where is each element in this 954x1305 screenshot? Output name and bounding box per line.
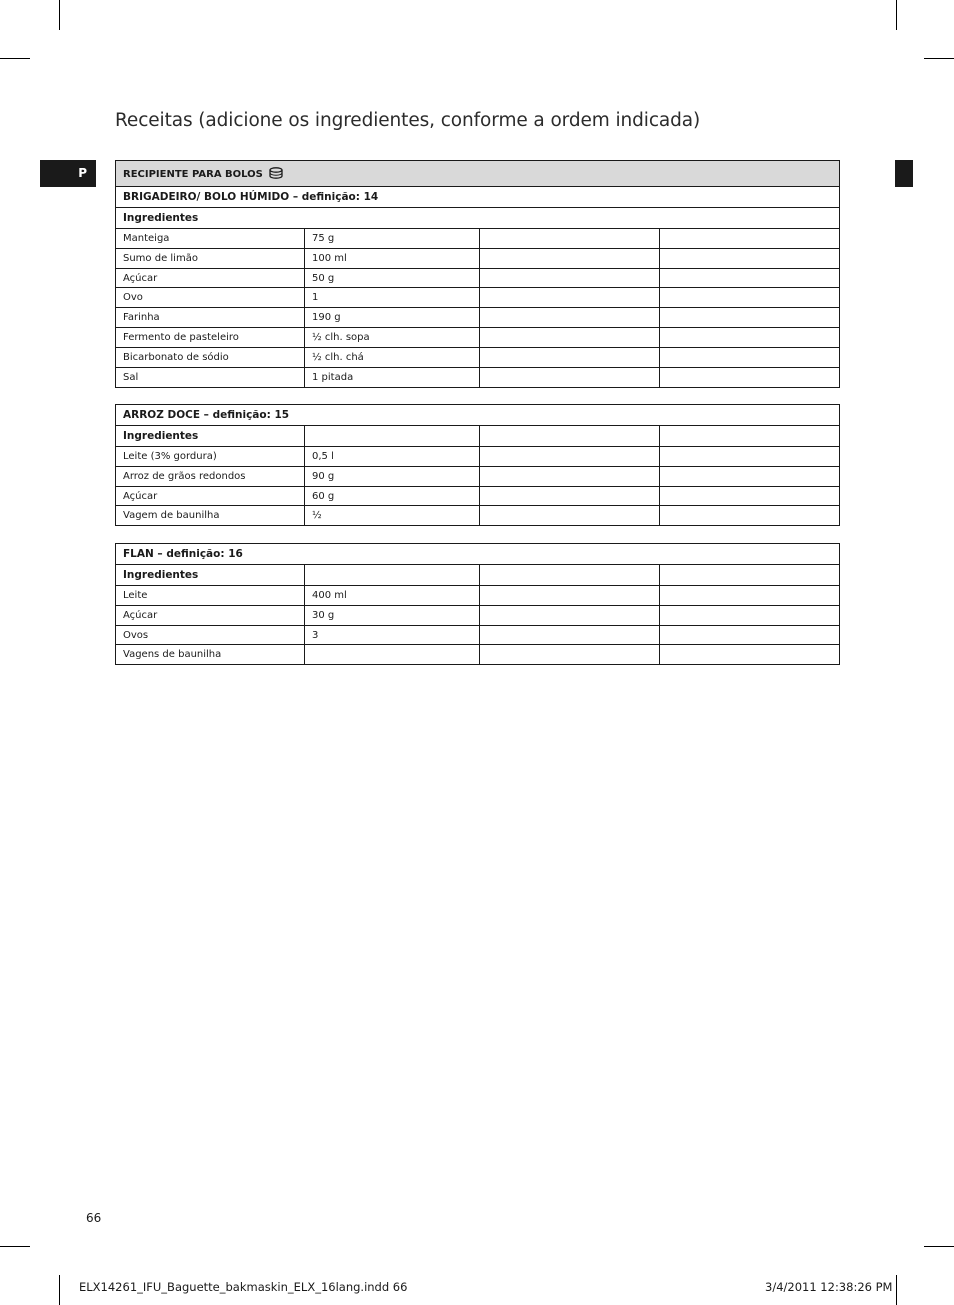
ingredient-name: Ovo	[116, 288, 305, 308]
crop-mark	[0, 58, 30, 59]
table-row	[116, 228, 840, 248]
empty-cell	[480, 328, 660, 348]
empty-cell	[480, 466, 660, 486]
empty-cell	[305, 425, 480, 446]
empty-cell	[480, 288, 660, 308]
empty-cell	[660, 486, 840, 506]
empty-cell	[480, 486, 660, 506]
recipe-table-brigadeiro	[115, 160, 840, 388]
ingredient-name: Fermento de pasteleiro	[116, 328, 305, 348]
recipe-table-arroz-doce	[115, 404, 840, 526]
crop-mark	[59, 0, 60, 30]
ingredient-name: Açúcar	[116, 605, 305, 625]
empty-cell	[660, 625, 840, 645]
ingredient-amount: 400 ml	[305, 585, 480, 605]
table-row	[116, 348, 840, 368]
ingredient-amount: 60 g	[305, 486, 480, 506]
table-row	[116, 328, 840, 348]
ingredient-name: Vagens de baunilha	[116, 645, 305, 665]
table-row	[116, 268, 840, 288]
table-row	[116, 506, 840, 526]
page-number: 66	[86, 1211, 102, 1225]
empty-cell	[480, 348, 660, 368]
recipe-title: ARROZ DOCE – definição: 15	[116, 405, 840, 426]
table-row	[116, 288, 840, 308]
empty-cell	[480, 625, 660, 645]
table-row	[116, 368, 840, 388]
container-header	[116, 161, 840, 187]
empty-cell	[660, 328, 840, 348]
empty-cell	[660, 268, 840, 288]
empty-cell	[480, 248, 660, 268]
table-row	[116, 486, 840, 506]
empty-cell	[660, 446, 840, 466]
ingredient-name: Açúcar	[116, 268, 305, 288]
empty-cell	[480, 228, 660, 248]
table-row	[116, 446, 840, 466]
empty-cell	[480, 564, 660, 585]
empty-cell	[660, 288, 840, 308]
table-row	[116, 645, 840, 665]
page-title: Receitas (adicione os ingredientes, conforme a ordem indicada)	[115, 110, 701, 131]
ingredient-name: Ovos	[116, 625, 305, 645]
ingredient-amount: ½ clh. chá	[305, 348, 480, 368]
empty-cell	[660, 466, 840, 486]
empty-cell	[660, 564, 840, 585]
empty-cell	[480, 605, 660, 625]
table-row	[116, 466, 840, 486]
crop-mark	[0, 1246, 30, 1247]
ingredient-amount: 3	[305, 625, 480, 645]
empty-cell	[660, 506, 840, 526]
empty-cell	[480, 368, 660, 388]
table-row	[116, 248, 840, 268]
ingredient-name: Arroz de grãos redondos	[116, 466, 305, 486]
ingredients-label: Ingredientes	[116, 564, 305, 585]
crop-mark	[924, 58, 954, 59]
empty-cell	[660, 228, 840, 248]
empty-cell	[660, 248, 840, 268]
ingredient-name: Bicarbonato de sódio	[116, 348, 305, 368]
empty-cell	[480, 268, 660, 288]
ingredient-amount: 100 ml	[305, 248, 480, 268]
recipe-title-row	[116, 544, 840, 565]
empty-cell	[660, 368, 840, 388]
empty-cell	[660, 308, 840, 328]
table-row	[116, 308, 840, 328]
ingredient-amount: 75 g	[305, 228, 480, 248]
crop-mark	[896, 0, 897, 30]
ingredient-amount	[305, 645, 480, 665]
ingredient-amount: 0,5 l	[305, 446, 480, 466]
ingredient-name: Manteiga	[116, 228, 305, 248]
empty-cell	[660, 605, 840, 625]
ingredient-name: Açúcar	[116, 486, 305, 506]
recipe-title: BRIGADEIRO/ BOLO HÚMIDO – definição: 14	[116, 187, 840, 208]
table-row	[116, 585, 840, 605]
empty-cell	[480, 506, 660, 526]
footer-filename: ELX14261_IFU_Baguette_bakmaskin_ELX_16lang.indd 66	[79, 1280, 408, 1294]
ingredient-name: Leite	[116, 585, 305, 605]
recipe-title: FLAN – definição: 16	[116, 544, 840, 565]
empty-cell	[660, 348, 840, 368]
empty-cell	[480, 308, 660, 328]
empty-cell	[480, 425, 660, 446]
ingredients-header-row	[116, 207, 840, 228]
ingredients-header-row	[116, 425, 840, 446]
ingredient-amount: ½	[305, 506, 480, 526]
recipe-table-flan	[115, 543, 840, 665]
footer-datetime: 3/4/2011 12:38:26 PM	[765, 1280, 893, 1294]
container-label: RECIPIENTE PARA BOLOS	[123, 169, 263, 180]
ingredient-name: Vagem de baunilha	[116, 506, 305, 526]
recipe-title-row	[116, 405, 840, 426]
empty-cell	[660, 585, 840, 605]
ingredient-amount: 50 g	[305, 268, 480, 288]
crop-mark	[59, 1275, 60, 1305]
ingredients-label: Ingredientes	[116, 425, 305, 446]
empty-cell	[480, 645, 660, 665]
empty-cell	[305, 564, 480, 585]
ingredients-label: Ingredientes	[116, 207, 840, 228]
ingredient-name: Farinha	[116, 308, 305, 328]
side-marker-tab	[895, 160, 913, 187]
empty-cell	[480, 585, 660, 605]
container-header-row	[116, 161, 840, 187]
ingredient-name: Sal	[116, 368, 305, 388]
empty-cell	[660, 425, 840, 446]
table-row	[116, 625, 840, 645]
ingredients-header-row	[116, 564, 840, 585]
crop-mark	[896, 1275, 897, 1305]
language-tab: P	[40, 160, 96, 187]
table-row	[116, 605, 840, 625]
ingredient-amount: 90 g	[305, 466, 480, 486]
ingredient-amount: 190 g	[305, 308, 480, 328]
empty-cell	[660, 645, 840, 665]
ingredient-name: Leite (3% gordura)	[116, 446, 305, 466]
ingredient-amount: 1	[305, 288, 480, 308]
empty-cell	[480, 446, 660, 466]
crop-mark	[924, 1246, 954, 1247]
ingredient-amount: 1 pitada	[305, 368, 480, 388]
ingredient-name: Sumo de limão	[116, 248, 305, 268]
ingredient-amount: ½ clh. sopa	[305, 328, 480, 348]
cake-pan-icon	[269, 167, 283, 179]
ingredient-amount: 30 g	[305, 605, 480, 625]
recipe-title-row	[116, 187, 840, 208]
